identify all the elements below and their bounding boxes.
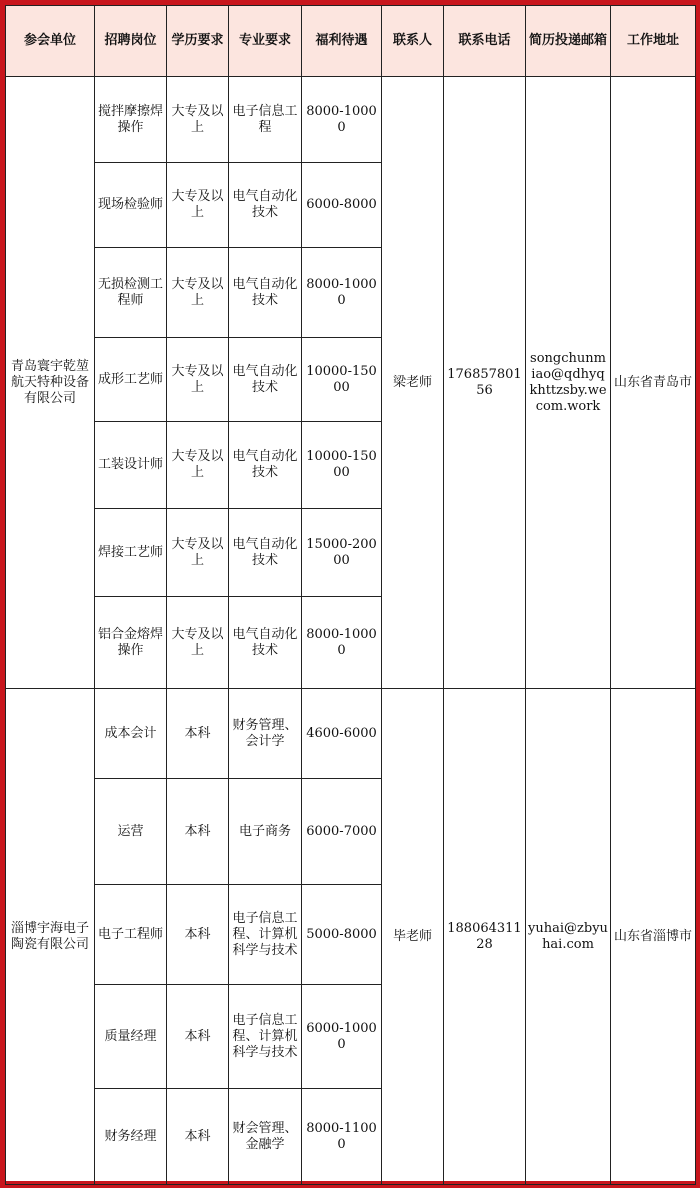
job-position: 运营 <box>95 779 167 885</box>
company-name: 青岛寰宇乾堃航天特种设备有限公司 <box>6 77 95 689</box>
job-major: 电子信息工程、计算机科学与技术 <box>229 985 302 1089</box>
header-position: 招聘岗位 <box>95 6 167 77</box>
work-address: 山东省淄博市 <box>611 689 696 1185</box>
job-major: 电气自动化技术 <box>229 422 302 509</box>
header-education: 学历要求 <box>167 6 229 77</box>
job-education: 大专及以上 <box>167 597 229 689</box>
table-row <box>6 77 696 163</box>
job-education: 大专及以上 <box>167 248 229 338</box>
job-education: 大专及以上 <box>167 77 229 163</box>
job-position: 成形工艺师 <box>95 338 167 422</box>
job-salary: 8000-10000 <box>302 77 382 163</box>
header-company: 参会单位 <box>6 6 95 77</box>
contact-phone: 17685780156 <box>444 77 526 689</box>
job-major: 电子信息工程 <box>229 77 302 163</box>
table-frame <box>5 5 695 1181</box>
job-position: 搅拌摩擦焊操作 <box>95 77 167 163</box>
work-address: 山东省青岛市 <box>611 77 696 689</box>
job-major: 财务管理、会计学 <box>229 689 302 779</box>
job-education: 大专及以上 <box>167 338 229 422</box>
job-major: 电子信息工程、计算机科学与技术 <box>229 885 302 985</box>
job-salary: 6000-10000 <box>302 985 382 1089</box>
job-salary: 10000-15000 <box>302 422 382 509</box>
resume-email: songchunmiao@qdhyqkhttzsby.wecom.work <box>526 77 611 689</box>
header-salary: 福利待遇 <box>302 6 382 77</box>
header-row <box>6 6 696 77</box>
contact-person: 梁老师 <box>382 77 444 689</box>
job-education: 本科 <box>167 985 229 1089</box>
job-major: 财会管理、金融学 <box>229 1089 302 1185</box>
job-salary: 15000-20000 <box>302 509 382 597</box>
job-position: 质量经理 <box>95 985 167 1089</box>
job-salary: 6000-7000 <box>302 779 382 885</box>
table-row <box>6 689 696 779</box>
job-education: 大专及以上 <box>167 509 229 597</box>
header-phone: 联系电话 <box>444 6 526 77</box>
job-position: 成本会计 <box>95 689 167 779</box>
job-position: 无损检测工程师 <box>95 248 167 338</box>
resume-email: yuhai@zbyuhai.com <box>526 689 611 1185</box>
job-education: 本科 <box>167 689 229 779</box>
job-major: 电气自动化技术 <box>229 338 302 422</box>
job-major: 电气自动化技术 <box>229 248 302 338</box>
job-major: 电子商务 <box>229 779 302 885</box>
job-salary: 8000-11000 <box>302 1089 382 1185</box>
job-education: 本科 <box>167 1089 229 1185</box>
job-position: 现场检验师 <box>95 163 167 248</box>
job-major: 电气自动化技术 <box>229 509 302 597</box>
job-salary: 4600-6000 <box>302 689 382 779</box>
job-education: 本科 <box>167 885 229 985</box>
header-address: 工作地址 <box>611 6 696 77</box>
header-email: 简历投递邮箱 <box>526 6 611 77</box>
job-salary: 6000-8000 <box>302 163 382 248</box>
job-position: 焊接工艺师 <box>95 509 167 597</box>
header-contact: 联系人 <box>382 6 444 77</box>
job-position: 电子工程师 <box>95 885 167 985</box>
job-position: 财务经理 <box>95 1089 167 1185</box>
recruitment-table <box>5 5 696 1185</box>
job-salary: 8000-10000 <box>302 597 382 689</box>
job-major: 电气自动化技术 <box>229 163 302 248</box>
job-education: 本科 <box>167 779 229 885</box>
job-education: 大专及以上 <box>167 163 229 248</box>
job-salary: 5000-8000 <box>302 885 382 985</box>
job-position: 铝合金熔焊操作 <box>95 597 167 689</box>
contact-person: 毕老师 <box>382 689 444 1185</box>
job-position: 工装设计师 <box>95 422 167 509</box>
company-name: 淄博宇海电子陶瓷有限公司 <box>6 689 95 1185</box>
job-education: 大专及以上 <box>167 422 229 509</box>
job-salary: 8000-10000 <box>302 248 382 338</box>
contact-phone: 18806431128 <box>444 689 526 1185</box>
job-major: 电气自动化技术 <box>229 597 302 689</box>
job-salary: 10000-15000 <box>302 338 382 422</box>
header-major: 专业要求 <box>229 6 302 77</box>
